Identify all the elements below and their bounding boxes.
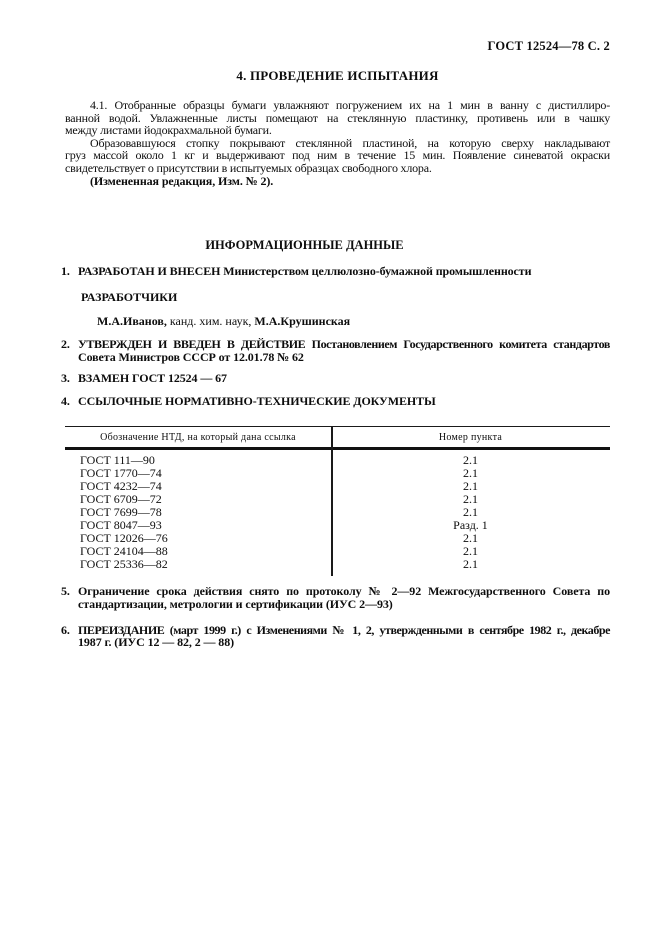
punkt-cell: 2.1 [463,492,478,507]
item-line: УТВЕРЖДЕН И ВВЕДЕН В ДЕЙСТВИЕ Постановлением Государственного комитета стандартов [78,336,610,351]
paragraph-line: ванной водой. Увлажненные листы помещают на стеклянную пластинку, противень или в чашку [65,110,610,125]
ntd-cell: ГОСТ 1770—74 [80,466,162,481]
item-text: ВЗАМЕН ГОСТ 12524 — 67 [78,371,227,386]
punkt-cell: 2.1 [463,531,478,546]
info-data-title: ИНФОРМАЦИОННЫЕ ДАННЫЕ [205,238,404,253]
ntd-cell: ГОСТ 4232—74 [80,479,162,494]
item-line: 1987 г. (ИУС 12 — 82, 2 — 88) [78,635,234,650]
punkt-cell: 2.1 [463,557,478,572]
item-line: Ограничение срока действия снято по протоколу № 2—92 Межгосударственного Совета по [78,584,610,599]
paragraph-line: Образовавшуюся стопку покрывают стеклянной пластиной, на которую сверху накладывают [90,135,610,150]
developers-label: РАЗРАБОТЧИКИ [81,289,178,304]
item-number: 1. [61,264,70,279]
punkt-cell: Разд. 1 [453,518,488,533]
item-number: 4. [61,393,70,408]
table-vertical-divider [331,427,333,576]
info-item-6 [61,622,610,650]
gost-document-page [0,40,661,936]
text-block [61,39,610,650]
developer-degree: канд. хим. наук, [169,314,252,329]
section-body [65,99,610,187]
punkt-cell: 2.1 [463,466,478,481]
item-line: Совета Министров СССР от 12.01.78 № 62 [78,349,304,364]
developer-name: М.А.Крушинская [254,314,351,329]
references-table [65,426,610,576]
punkt-cell: 2.1 [463,453,478,468]
item-line: ПЕРЕИЗДАНИЕ (март 1999 г.) с Изменениями № 1, 2, утвержденными в сентябре 1982 г., декабре [78,622,610,637]
ntd-cell: ГОСТ 8047—93 [80,518,162,533]
table-body [65,450,610,576]
paragraph-line: между листами йодокрахмальной бумаги. [65,123,272,138]
info-item-2 [61,336,610,364]
amendment-note: (Измененная редакция, Изм. № 2). [90,173,274,188]
item-text: РАЗРАБОТАН И ВНЕСЕН Министерством целлюлозно-бумажной промышленности [78,264,532,279]
paragraph-line: 4.1. Отобранные образцы бумаги увлажняют погружением их на 1 мин в ванну с дистиллиро- [90,98,610,112]
info-item-1 [61,264,610,279]
ntd-cell: ГОСТ 7699—78 [80,505,162,520]
item-text: ССЫЛОЧНЫЕ НОРМАТИВНО-ТЕХНИЧЕСКИЕ ДОКУМЕНТЫ [78,393,436,408]
item-number: 2. [61,336,70,351]
punkt-cell: 2.1 [463,505,478,520]
item-number: 3. [61,371,70,386]
page-header: ГОСТ 12524—78 С. 2 [487,39,610,53]
table-col1-header: Обозначение НТД, на который дана ссылка [100,432,296,444]
info-item-3 [61,371,610,386]
table-row [65,558,610,571]
ntd-cell: ГОСТ 111—90 [80,453,155,468]
table-col2-header: Номер пункта [438,432,503,444]
punkt-cell: 2.1 [463,479,478,494]
ntd-cell: ГОСТ 6709—72 [80,492,162,507]
section-title: 4. ПРОВЕДЕНИЕ ИСПЫТАНИЯ [236,68,439,83]
table-header-row [65,427,610,450]
ntd-cell: ГОСТ 24104—88 [80,544,168,559]
punkt-cell: 2.1 [463,544,478,559]
ntd-cell: ГОСТ 12026—76 [80,531,168,546]
ntd-cell: ГОСТ 25336—82 [80,557,168,572]
item-number: 6. [61,622,70,637]
developer-name: М.А.Иванов, [97,314,167,329]
paragraph-line: груз массой около 1 кг и выдерживают под ним в течение 15 мин. Появление синеватой окраски [65,148,610,163]
developers-line [97,315,610,328]
item-number: 5. [61,584,70,599]
paragraph-line: свидетельствует о присутствии в испытуемых образцах свободного хлора. [65,160,432,175]
info-item-5 [61,584,610,611]
info-item-4 [61,393,610,408]
item-line: стандартизации, метрологии и сертификации (ИУС 2—93) [78,596,393,611]
